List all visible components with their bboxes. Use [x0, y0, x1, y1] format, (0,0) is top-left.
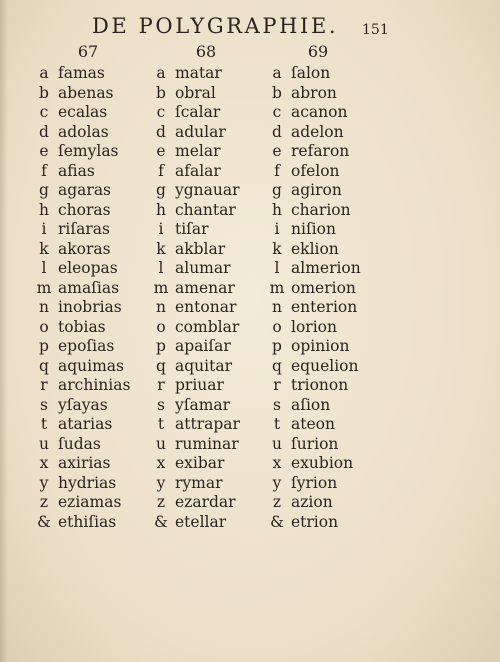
row-letter: m	[36, 278, 52, 297]
table-row	[35, 220, 110, 240]
table-row	[268, 181, 342, 201]
row-letter: s	[273, 395, 281, 414]
table-row	[35, 513, 116, 533]
table-row	[152, 357, 232, 377]
row-word: charion	[291, 200, 351, 219]
row-letter: a	[156, 64, 166, 82]
row-word: adular	[175, 122, 226, 141]
row-word: alumar	[175, 259, 231, 277]
table-row	[152, 376, 224, 396]
row-letter: &	[154, 512, 168, 531]
row-word: hydrias	[58, 473, 117, 492]
table-row	[152, 454, 224, 474]
table-column-69	[268, 0, 393, 662]
table-row	[35, 415, 112, 435]
table-row	[35, 201, 111, 221]
row-letter: b	[272, 83, 282, 102]
row-word: amaſias	[58, 278, 120, 297]
row-word: trionon	[291, 376, 349, 394]
row-letter: u	[39, 434, 49, 453]
row-word: atarias	[58, 415, 113, 433]
table-row	[268, 279, 356, 299]
table-row	[35, 240, 111, 260]
row-letter: u	[272, 434, 282, 453]
row-letter: &	[37, 512, 51, 531]
table-row	[152, 201, 236, 221]
row-letter: q	[272, 356, 282, 375]
table-row	[152, 318, 239, 338]
row-word: afias	[58, 161, 95, 180]
row-word: apaiſar	[175, 337, 231, 355]
row-letter: e	[272, 142, 282, 160]
table-row	[152, 103, 220, 123]
row-letter: e	[156, 142, 166, 160]
table-column-68	[152, 0, 277, 662]
row-word: abenas	[58, 83, 114, 102]
row-word: aſion	[291, 395, 331, 414]
row-word: melar	[175, 142, 221, 160]
row-letter: c	[156, 103, 166, 121]
table-row	[152, 259, 231, 279]
row-word: ſemylas	[58, 142, 119, 160]
table-row	[35, 435, 101, 455]
row-word: yſamar	[175, 395, 231, 414]
row-letter: d	[39, 122, 49, 141]
row-letter: r	[273, 376, 281, 394]
row-word: matar	[175, 64, 222, 82]
row-word: akoras	[58, 239, 111, 258]
table-row	[268, 220, 336, 240]
row-word: agaras	[58, 181, 112, 199]
row-letter: r	[40, 376, 48, 394]
row-word: exubion	[291, 454, 354, 472]
table-row	[268, 454, 353, 474]
row-word: afalar	[175, 161, 221, 180]
row-word: ateon	[291, 415, 335, 433]
row-letter: s	[40, 395, 48, 414]
row-word: ſalon	[291, 64, 331, 82]
row-word: ſyrion	[291, 473, 338, 492]
table-row	[152, 513, 226, 533]
column-heading: 68	[195, 42, 217, 61]
row-word: adolas	[58, 122, 109, 141]
row-word: choras	[58, 200, 111, 219]
row-letter: i	[274, 220, 280, 238]
row-word: inobrias	[58, 298, 122, 316]
row-letter: s	[157, 395, 165, 414]
row-letter: i	[158, 220, 164, 238]
table-row	[152, 435, 239, 455]
row-word: azion	[291, 493, 333, 511]
table-row	[35, 279, 119, 299]
row-word: obral	[175, 83, 216, 102]
table-row	[35, 454, 111, 474]
row-word: archinias	[58, 376, 131, 394]
table-row	[35, 84, 114, 104]
table-row	[35, 64, 105, 84]
row-word: ecalas	[58, 103, 108, 121]
row-letter: g	[156, 181, 166, 199]
table-row	[268, 513, 338, 533]
row-letter: c	[39, 103, 49, 121]
row-letter: d	[156, 122, 166, 141]
table-row	[152, 396, 230, 416]
row-letter: y	[156, 473, 166, 492]
row-letter: z	[272, 493, 282, 511]
table-row	[268, 103, 347, 123]
row-word: niſion	[291, 220, 336, 238]
table-row	[152, 279, 235, 299]
row-letter: c	[272, 103, 282, 121]
row-letter: r	[157, 376, 165, 394]
row-letter: f	[158, 161, 164, 180]
row-word: comblar	[175, 317, 240, 336]
row-word: ethiſias	[58, 512, 117, 531]
row-word: acanon	[291, 103, 348, 121]
row-letter: n	[156, 298, 166, 316]
row-word: almerion	[291, 259, 361, 277]
row-word: entonar	[175, 298, 237, 316]
row-letter: x	[156, 454, 166, 472]
row-letter: f	[41, 161, 47, 180]
column-heading: 69	[307, 42, 329, 61]
table-row	[268, 415, 335, 435]
table-row	[35, 103, 107, 123]
row-word: akblar	[175, 239, 226, 258]
table-row	[35, 298, 122, 318]
row-letter: m	[153, 278, 169, 297]
row-word: equelion	[291, 356, 359, 375]
row-word: chantar	[175, 200, 236, 219]
row-letter: n	[272, 298, 282, 316]
table-row	[268, 123, 344, 143]
row-letter: h	[39, 200, 49, 219]
row-letter: k	[272, 239, 282, 258]
table-row	[268, 259, 361, 279]
row-letter: &	[270, 512, 284, 531]
row-letter: g	[39, 181, 49, 199]
row-word: ygnauar	[175, 181, 240, 199]
row-letter: o	[39, 317, 49, 336]
row-word: refaron	[291, 142, 350, 160]
table-row	[152, 337, 231, 357]
table-row	[35, 142, 119, 162]
row-word: ofelon	[291, 161, 340, 180]
table-row	[152, 64, 222, 84]
table-row	[35, 376, 130, 396]
table-row	[152, 240, 225, 260]
table-row	[35, 493, 121, 513]
page-number: 151	[362, 22, 389, 38]
table-row	[268, 240, 339, 260]
table-row	[152, 123, 226, 143]
table-row	[268, 357, 358, 377]
row-word: riſaras	[58, 220, 110, 238]
row-word: lorion	[291, 317, 337, 336]
table-row	[35, 474, 116, 494]
table-row	[35, 337, 114, 357]
table-row	[152, 162, 221, 182]
table-row	[152, 220, 209, 240]
row-letter: t	[157, 415, 165, 433]
row-word: yſayas	[58, 395, 108, 414]
table-row	[268, 84, 337, 104]
row-word: exibar	[175, 454, 225, 472]
row-word: abron	[291, 83, 337, 102]
table-row	[35, 259, 118, 279]
row-word: ezardar	[175, 493, 236, 511]
table-row	[35, 357, 124, 377]
row-word: aquimas	[58, 356, 124, 375]
table-row	[35, 123, 109, 143]
table-row	[152, 298, 236, 318]
row-letter: k	[39, 239, 49, 258]
row-letter: b	[39, 83, 49, 102]
row-letter: d	[272, 122, 282, 141]
row-letter: e	[39, 142, 49, 160]
table-row	[268, 298, 357, 318]
row-letter: z	[39, 493, 49, 511]
row-word: tiſar	[175, 220, 209, 238]
table-row	[35, 181, 111, 201]
row-letter: b	[156, 83, 166, 102]
row-word: omerion	[291, 278, 356, 297]
row-letter: n	[39, 298, 49, 316]
row-letter: h	[156, 200, 166, 219]
table-row	[152, 181, 240, 201]
row-letter: p	[156, 337, 166, 355]
row-letter: p	[39, 337, 49, 355]
row-word: enterion	[291, 298, 358, 316]
row-letter: m	[269, 278, 285, 297]
row-word: rymar	[175, 473, 223, 492]
row-letter: a	[39, 64, 49, 82]
row-word: priuar	[175, 376, 224, 394]
table-row	[152, 474, 223, 494]
row-letter: z	[156, 493, 166, 511]
row-letter: o	[272, 317, 282, 336]
row-word: ſurion	[291, 434, 339, 453]
row-letter: t	[40, 415, 48, 433]
gutter-shadow	[0, 0, 8, 662]
row-word: amenar	[175, 278, 235, 297]
row-letter: q	[39, 356, 49, 375]
row-word: opinion	[291, 337, 350, 355]
row-letter: k	[156, 239, 166, 258]
row-word: tobias	[58, 317, 106, 336]
table-row	[152, 84, 216, 104]
column-heading: 67	[77, 42, 99, 61]
row-letter: o	[156, 317, 166, 336]
table-row	[268, 64, 330, 84]
row-letter: q	[156, 356, 166, 375]
row-letter: i	[41, 220, 47, 238]
table-row	[268, 493, 333, 513]
table-row	[152, 142, 220, 162]
table-row	[268, 162, 340, 182]
row-letter: f	[274, 161, 280, 180]
table-row	[268, 201, 351, 221]
row-word: agiron	[291, 181, 342, 199]
table-row	[35, 396, 108, 416]
table-row	[268, 142, 349, 162]
row-letter: x	[39, 454, 49, 472]
row-word: etellar	[175, 512, 227, 531]
row-word: ſcalar	[175, 103, 221, 121]
row-letter: t	[273, 415, 281, 433]
table-row	[35, 318, 106, 338]
row-word: famas	[58, 64, 105, 82]
row-word: aquitar	[175, 356, 232, 375]
row-letter: l	[158, 259, 164, 277]
row-word: attrapar	[175, 415, 240, 433]
table-row	[268, 435, 338, 455]
table-row	[268, 474, 337, 494]
row-word: eziamas	[58, 493, 122, 511]
table-row	[152, 493, 236, 513]
row-word: eleopas	[58, 259, 118, 277]
row-letter: p	[272, 337, 282, 355]
row-word: ruminar	[175, 434, 239, 453]
running-title: DE POLYGRAPHIE.	[92, 14, 339, 38]
row-letter: u	[156, 434, 166, 453]
row-letter: a	[272, 64, 282, 82]
table-row	[268, 337, 349, 357]
row-word: axirias	[58, 454, 111, 472]
row-word: epoſias	[58, 337, 115, 355]
table-row	[152, 415, 240, 435]
row-word: etrion	[291, 512, 339, 531]
row-letter: h	[272, 200, 282, 219]
row-word: adelon	[291, 122, 344, 141]
row-word: ſudas	[58, 434, 101, 453]
table-column-67	[35, 0, 160, 662]
table-row	[268, 396, 330, 416]
row-letter: g	[272, 181, 282, 199]
table-row	[268, 318, 337, 338]
row-letter: l	[41, 259, 47, 277]
row-letter: y	[272, 473, 282, 492]
row-letter: y	[39, 473, 49, 492]
row-word: eklion	[291, 239, 339, 258]
table-row	[35, 162, 95, 182]
table-row	[268, 376, 348, 396]
row-letter: l	[274, 259, 280, 277]
row-letter: x	[272, 454, 282, 472]
